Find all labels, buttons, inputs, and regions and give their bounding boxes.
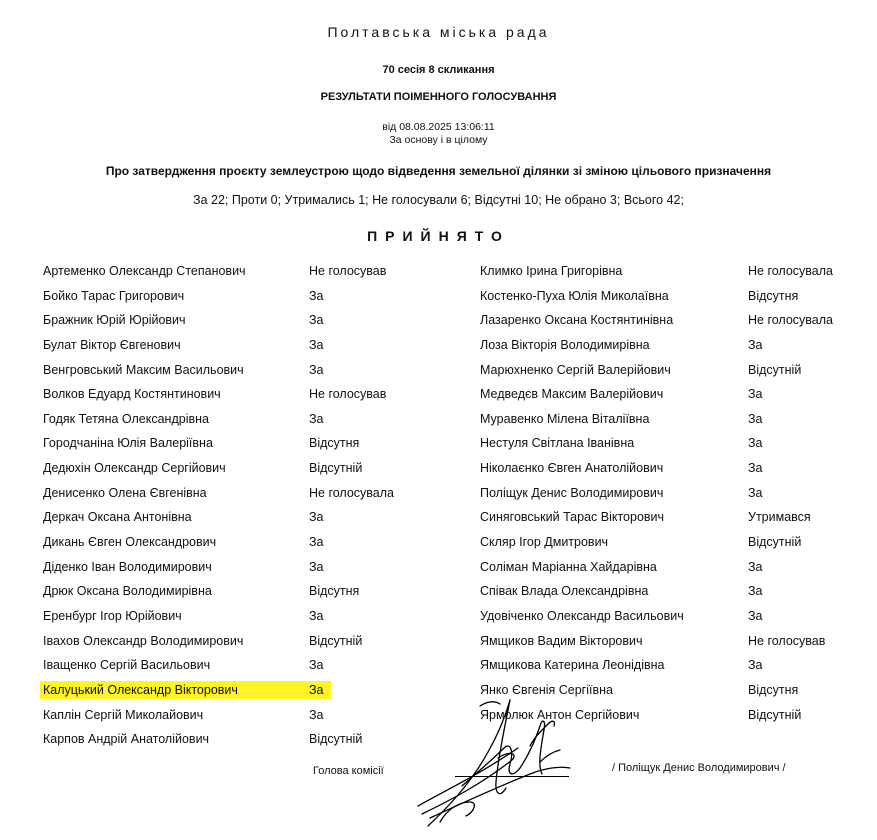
vote-row xyxy=(440,507,877,532)
vote-value: За xyxy=(748,584,763,599)
deputy-name: Поліщук Денис Володимирович xyxy=(480,485,664,500)
vote-row xyxy=(440,606,877,631)
vote-row xyxy=(0,335,440,360)
deputy-name: Каплін Сергій Миколайович xyxy=(43,707,204,722)
vote-value: Не голосував xyxy=(748,633,826,648)
vote-summary: За 22; Проти 0; Утримались 1; Не голосували 6; Відсутні 10; Не обрано 3; Всього 42; xyxy=(193,193,684,207)
deputy-name: Іващенко Сергій Васильович xyxy=(43,658,211,673)
vote-row xyxy=(440,310,877,335)
vote-row xyxy=(0,655,440,680)
vote-row xyxy=(440,532,877,557)
vote-row xyxy=(440,261,877,286)
vote-value: За xyxy=(748,411,763,426)
vote-value: За xyxy=(309,411,324,426)
vote-row xyxy=(0,729,440,754)
vote-value: Відсутня xyxy=(748,288,799,303)
vote-value: За xyxy=(748,387,763,402)
deputy-name: Годяк Тетяна Олександрівна xyxy=(43,411,209,426)
vote-value: За xyxy=(748,658,763,673)
vote-row xyxy=(0,507,440,532)
vote-row xyxy=(0,360,440,385)
vote-row xyxy=(440,335,877,360)
vote-row xyxy=(0,409,440,434)
deputy-name: Лоза Вікторія Володимирівна xyxy=(480,337,650,352)
vote-value: За xyxy=(309,707,324,722)
vote-row xyxy=(0,581,440,606)
votes-right-column xyxy=(440,261,877,729)
deputy-name: Ямщикова Катерина Леонідівна xyxy=(480,658,665,673)
deputy-name: Костенко-Пуха Юлія Миколаївна xyxy=(480,288,669,303)
vote-row xyxy=(440,286,877,311)
deputy-name: Лазаренко Оксана Костянтинівна xyxy=(480,313,674,328)
chair-name: / Поліщук Денис Володимирович / xyxy=(612,762,786,774)
document-title: РЕЗУЛЬТАТИ ПОІМЕННОГО ГОЛОСУВАННЯ xyxy=(320,91,557,103)
vote-value: За xyxy=(748,608,763,623)
vote-value: Відсутній xyxy=(309,633,363,648)
vote-row xyxy=(0,557,440,582)
vote-value: За xyxy=(309,658,324,673)
vote-value: За xyxy=(748,337,763,352)
vote-value: Відсутня xyxy=(309,436,360,451)
vote-row xyxy=(440,409,877,434)
vote-value: За xyxy=(748,461,763,476)
deputy-name: Дикань Євген Олександрович xyxy=(43,535,217,550)
deputy-name: Скляр Ігор Дмитрович xyxy=(480,535,609,550)
deputy-name: Деркач Оксана Антонівна xyxy=(43,510,192,525)
deputy-name: Бойко Тарас Григорович xyxy=(43,288,185,303)
vote-row xyxy=(440,360,877,385)
vote-basis: За основу і в цілому xyxy=(389,134,488,146)
vote-date: від 08.08.2025 13:06:11 xyxy=(382,121,495,133)
vote-row xyxy=(440,557,877,582)
deputy-name: Діденко Іван Володимирович xyxy=(43,559,212,574)
vote-value: Не голосувала xyxy=(748,264,833,278)
deputy-name: Нестуля Світлана Іванівна xyxy=(480,436,635,451)
vote-row xyxy=(440,384,877,409)
handwritten-signature xyxy=(400,690,580,830)
vote-row xyxy=(440,483,877,508)
vote-value: За xyxy=(309,682,324,697)
vote-row xyxy=(0,606,440,631)
vote-value: За xyxy=(748,485,763,500)
vote-subject: Про затвердження проєкту землеустрою щодо відведення земельної ділянки зі зміною цільового призначення xyxy=(105,164,772,178)
deputy-name: Дрюк Оксана Володимирівна xyxy=(43,584,212,599)
vote-row xyxy=(0,680,440,705)
vote-value: За xyxy=(748,436,763,451)
vote-row xyxy=(440,655,877,680)
deputy-name: Муравенко Мілена Віталіївна xyxy=(480,411,650,426)
vote-value: За xyxy=(309,510,324,525)
vote-value: Відсутній xyxy=(309,461,363,476)
votes-left-column xyxy=(0,261,440,754)
deputy-name: Бражник Юрій Юрійович xyxy=(43,313,186,328)
deputy-name: Дедюхін Олександр Сергійович xyxy=(43,461,226,476)
deputy-name: Денисенко Олена Євгенівна xyxy=(43,485,207,500)
deputy-name: Ярмолюк Антон Сергійович xyxy=(480,707,640,722)
vote-row xyxy=(440,581,877,606)
deputy-name: Удовіченко Олександр Васильович xyxy=(480,608,684,623)
vote-value: Не голосувала xyxy=(748,313,833,328)
vote-row xyxy=(0,458,440,483)
vote-row xyxy=(0,384,440,409)
deputy-name: Ніколаєнко Євген Анатолійович xyxy=(480,461,664,476)
vote-value: За xyxy=(309,313,324,328)
vote-value: За xyxy=(309,608,324,623)
vote-row xyxy=(0,433,440,458)
vote-row xyxy=(0,483,440,508)
vote-row xyxy=(0,261,440,286)
vote-row xyxy=(0,286,440,311)
vote-value: Не голосував xyxy=(309,387,387,402)
deputy-name: Карпов Андрій Анатолійович xyxy=(43,732,210,747)
vote-value: Відсутній xyxy=(748,707,802,722)
deputy-name: Булат Віктор Євгенович xyxy=(43,337,181,352)
deputy-name: Соліман Маріанна Хайдарівна xyxy=(480,559,657,574)
deputy-name: Калуцький Олександр Вікторович xyxy=(43,682,238,697)
deputy-name: Климко Ірина Григорівна xyxy=(480,264,623,278)
session-label: 70 сесія 8 скликання xyxy=(382,64,495,76)
deputy-name: Волков Едуард Костянтинович xyxy=(43,387,221,402)
vote-row xyxy=(440,458,877,483)
vote-value: Відсутня xyxy=(748,682,799,697)
vote-value: За xyxy=(309,288,324,303)
deputy-name: Артеменко Олександр Степанович xyxy=(43,264,246,278)
vote-value: За xyxy=(309,337,324,352)
vote-value: Не голосувала xyxy=(309,485,394,500)
deputy-name: Ямщиков Вадим Вікторович xyxy=(480,633,643,648)
vote-value: За xyxy=(748,559,763,574)
deputy-name: Городчаніна Юлія Валеріївна xyxy=(43,436,213,451)
vote-row xyxy=(0,705,440,730)
vote-row xyxy=(440,631,877,656)
vote-value: Утримався xyxy=(748,510,811,525)
vote-result: ПРИЙНЯТО xyxy=(367,228,510,244)
vote-value: Відсутній xyxy=(748,362,802,377)
vote-value: Відсутня xyxy=(309,584,360,599)
deputy-name: Медведєв Максим Валерійович xyxy=(480,387,664,402)
deputy-name: Івахов Олександр Володимирович xyxy=(43,633,244,648)
vote-value: Відсутній xyxy=(309,732,363,747)
vote-value: Не голосував xyxy=(309,264,387,278)
deputy-name: Марюхненко Сергій Валерійович xyxy=(480,362,671,377)
vote-value: За xyxy=(309,362,324,377)
deputy-name: Янко Євгенія Сергіївна xyxy=(480,682,613,697)
council-name: Полтавська міська рада xyxy=(327,24,550,40)
vote-row xyxy=(0,631,440,656)
deputy-name: Венгровський Максим Васильович xyxy=(43,362,244,377)
deputy-name: Синяговський Тарас Вікторович xyxy=(480,510,665,525)
deputy-name: Співак Влада Олександрівна xyxy=(480,584,649,599)
chair-label: Голова комісії xyxy=(313,765,384,777)
vote-value: За xyxy=(309,559,324,574)
vote-row xyxy=(0,532,440,557)
vote-value: За xyxy=(309,535,324,550)
vote-row xyxy=(0,310,440,335)
vote-row xyxy=(440,433,877,458)
deputy-name: Еренбург Ігор Юрійович xyxy=(43,608,182,623)
vote-value: Відсутній xyxy=(748,535,802,550)
